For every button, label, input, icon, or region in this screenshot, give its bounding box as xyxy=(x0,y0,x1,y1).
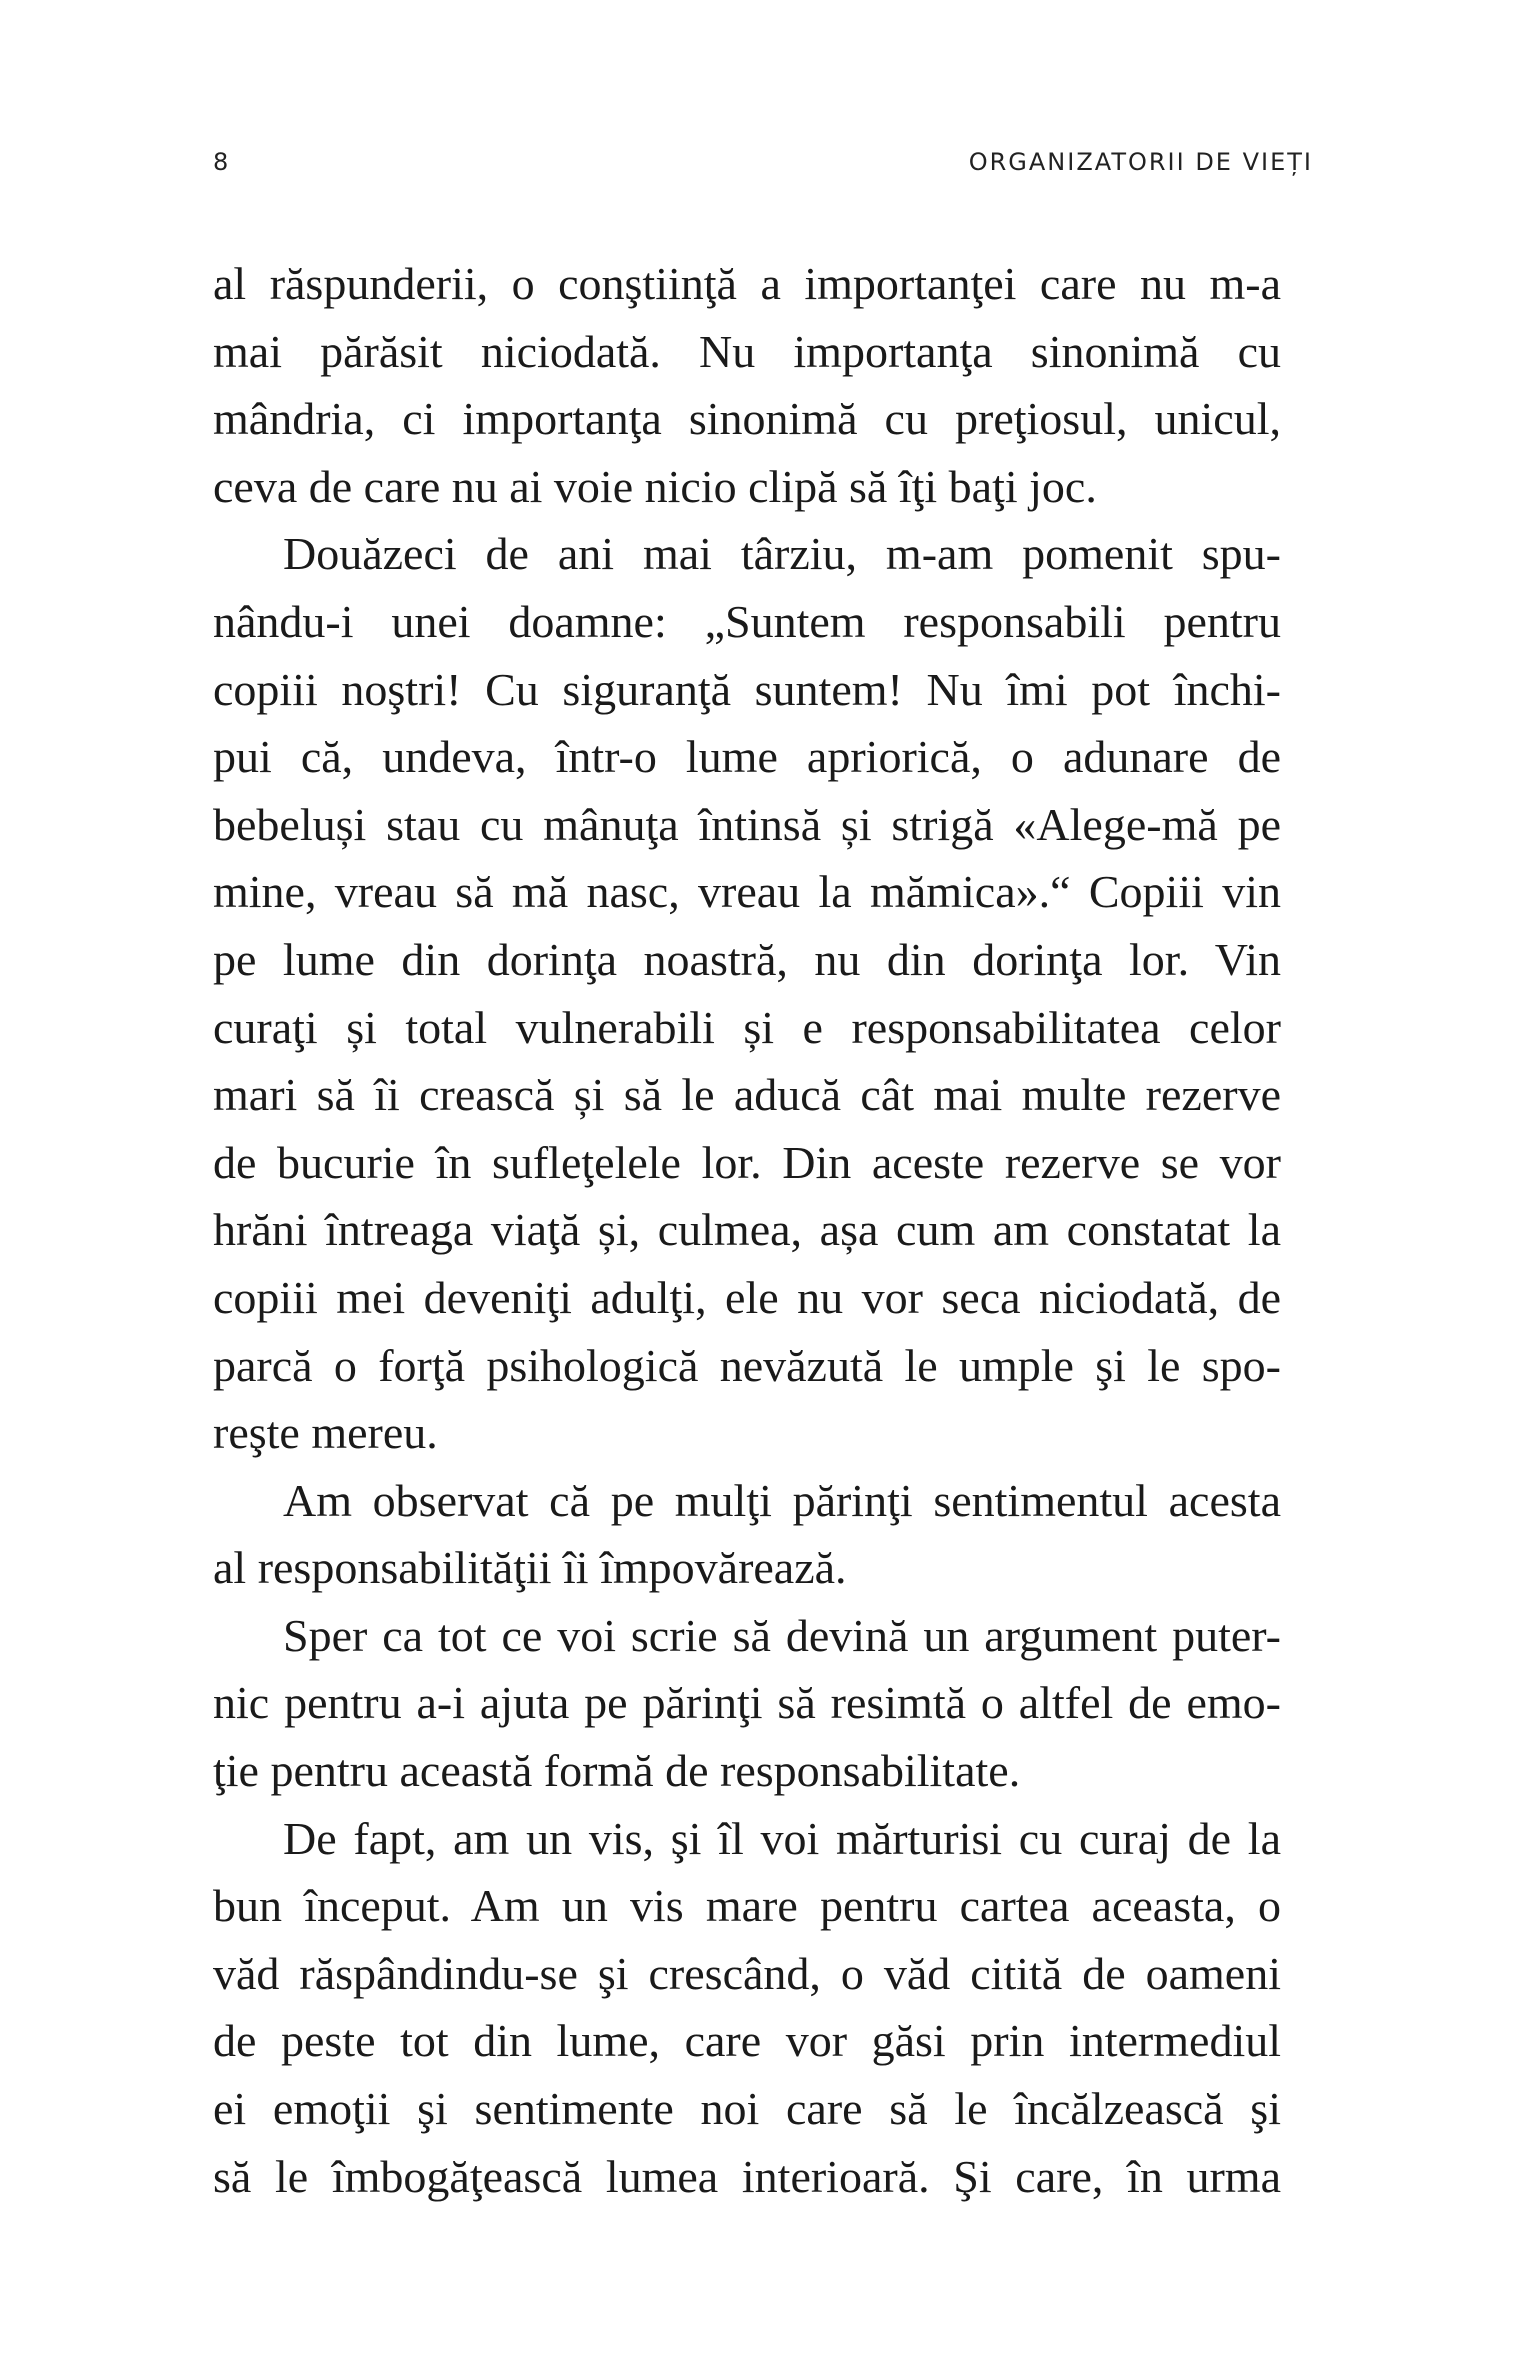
text-line: ţie pentru această formă de responsabilitate. xyxy=(213,1745,1021,1797)
text-line: copiii noştri! Cu siguranţă suntem! Nu îmi pot închi- xyxy=(213,663,1281,715)
book-title-header: ORGANIZATORII DE VIEȚI xyxy=(968,148,1313,176)
text-line: mândria, ci importanţa sinonimă cu preţiosul, unicul, xyxy=(213,393,1281,445)
text-line: bebeluși stau cu mânuţa întinsă și strigă «Alege-mă pe xyxy=(213,798,1281,850)
text-line: Douăzeci de ani mai târziu, m-am pomenit spu- xyxy=(283,528,1281,580)
text-line: Sper ca tot ce voi scrie să devină un argument puter- xyxy=(283,1609,1281,1661)
text-line: nic pentru a-i ajuta pe părinţi să resimtă o altfel de emo- xyxy=(213,1677,1281,1729)
body-text xyxy=(213,250,1281,2210)
text-line: copiii mei deveniţi adulţi, ele nu vor seca niciodată, de xyxy=(213,1271,1281,1323)
text-line: ei emoţii şi sentimente noi care să le încălzească şi xyxy=(213,2083,1281,2135)
text-line: bun început. Am un vis mare pentru cartea aceasta, o xyxy=(213,1880,1281,1932)
text-line: curaţi și total vulnerabili și e responsabilitatea celor xyxy=(213,1001,1281,1053)
text-line: nându-i unei doamne: „Suntem responsabili pentru xyxy=(213,595,1281,647)
text-line: mari să îi crească și să le aducă cât mai multe rezerve xyxy=(213,1069,1281,1121)
text-line: al responsabilităţii îi împovărează. xyxy=(213,1542,847,1594)
text-line: să le îmbogăţească lumea interioară. Şi care, în urma xyxy=(213,2150,1281,2202)
text-line: ceva de care nu ai voie nicio clipă să îţi baţi joc. xyxy=(213,460,1097,512)
text-line: mai părăsit niciodată. Nu importanţa sinonimă cu xyxy=(213,325,1281,377)
text-line: parcă o forţă psihologică nevăzută le umple şi le spo- xyxy=(213,1339,1281,1391)
text-line: de bucurie în sufleţelele lor. Din aceste rezerve se vor xyxy=(213,1136,1281,1188)
text-line: De fapt, am un vis, şi îl voi mărturisi cu curaj de la xyxy=(283,1812,1281,1864)
text-line: pe lume din dorinţa noastră, nu din dorinţa lor. Vin xyxy=(213,933,1281,985)
text-line: reşte mereu. xyxy=(213,1407,438,1459)
text-line: hrăni întreaga viaţă și, culmea, așa cum am constatat la xyxy=(213,1204,1281,1256)
text-line: de peste tot din lume, care vor găsi prin intermediul xyxy=(213,2015,1281,2067)
text-line: Am observat că pe mulţi părinţi sentimentul acesta xyxy=(283,1474,1281,1526)
running-header xyxy=(213,148,1313,188)
text-line: al răspunderii, o conştiinţă a importanţei care nu m-a xyxy=(213,258,1281,309)
text-line: văd răspândindu-se şi crescând, o văd citită de oameni xyxy=(213,1947,1281,1999)
page-number: 8 xyxy=(213,148,231,176)
text-line: pui că, undeva, într-o lume apriorică, o adunare de xyxy=(213,731,1281,783)
text-line: mine, vreau să mă nasc, vreau la mămica».“ Copiii vin xyxy=(213,866,1281,918)
